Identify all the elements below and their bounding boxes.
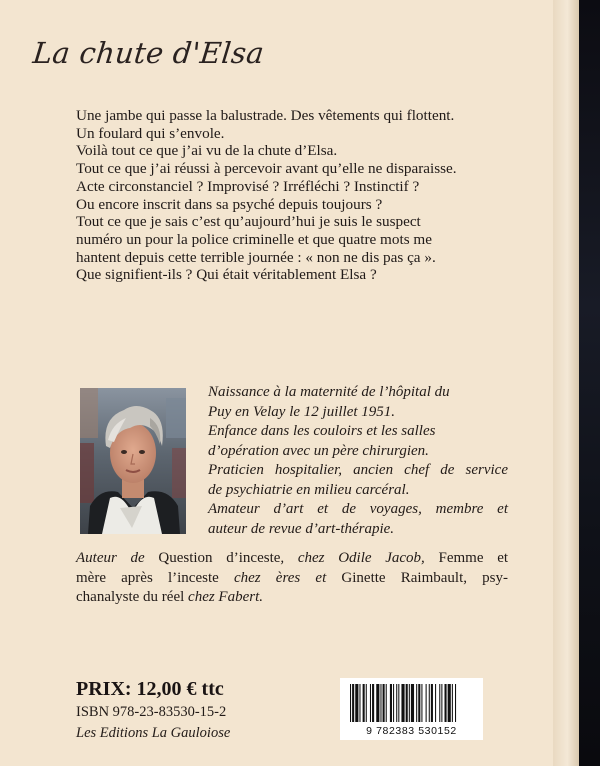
works-book-title: chanalyste du réel [76,589,189,605]
blurb-line: hantent depuis cette terrible journée : « non ne dis pas ça ». [76,248,436,266]
barcode-bar [455,684,456,722]
blurb-line: Une jambe qui passe la balustrade. Des vêtements qui flottent. [76,107,455,124]
barcode-bar [352,684,354,722]
barcode-bar [401,684,404,722]
works-text: Auteur de [76,550,159,566]
book-spine-edge [553,0,579,766]
dark-background [579,0,600,766]
barcode-bar [409,684,410,722]
author-photo [80,388,186,534]
blurb-line: Ou encore inscrit dans sa psyché depuis toujours ? [76,195,383,213]
barcode-bar [390,684,392,722]
barcode-bar [363,684,365,722]
blurb-line: Acte circonstanciel ? Improvisé ? Irréfléchi ? Instinctif ? [76,177,420,195]
author-works [76,549,508,608]
isbn: ISBN 978-23-83530-15-2 [76,704,227,720]
bio-line: de psychiatrie en milieu carcéral. [208,481,410,498]
blurb-line: Tout ce que j’ai réussi à percevoir avant qu’elle ne disparaisse. [76,160,457,178]
works-book-title: mère après l’inceste [76,569,234,586]
barcode-bar [386,684,387,722]
price: PRIX: 12,00 € ttc [76,678,224,700]
barcode-bar [398,684,399,722]
barcode-bar [393,684,394,722]
barcode-bar [439,684,440,722]
barcode-bar [380,684,381,722]
barcode-bar [372,684,374,722]
barcode-bar [429,684,430,722]
works-line [76,569,508,589]
barcode-bar [431,684,433,722]
works-line [76,549,508,569]
bio-line: Amateur d’art et de voyages, membre et [208,501,508,517]
barcode-bar [445,684,447,722]
works-text: chez ères et [233,569,342,586]
blurb-line: Tout ce que je sais c’est qu’aujourd’hui je suis le suspect [76,213,421,231]
works-book-title: Femme et [438,550,509,566]
barcode-bar [416,684,417,722]
barcode-bar [426,684,427,722]
barcode-bar [366,684,367,722]
barcode-bar [350,684,351,722]
works-text: chez Fabert. [188,589,264,605]
barcode-bar [376,684,379,722]
works-text: , chez Odile Jacob, [280,550,439,566]
barcode-bar [418,684,420,722]
bio-line: Praticien hospitalier, ancien chef de service [208,462,508,478]
blurb-line: Voilà tout ce que j’ai vu de la chute d’Elsa. [76,142,338,160]
barcode-bar [435,684,436,722]
barcode-bar [406,684,408,722]
barcode-bars [340,678,483,726]
barcode-bar [441,684,442,722]
barcode-bar [370,684,371,722]
publisher: Les Editions La Gauloiose [76,725,231,741]
barcode-bar [359,684,360,722]
barcode-bar [448,684,451,722]
bio-line: Puy en Velay le 12 juillet 1951. [208,403,396,420]
blurb-line: Que signifient-ils ? Qui était véritablement Elsa ? [76,266,377,284]
barcode-digits: 9 782383 530152 [366,725,457,737]
bio-line: d’opération avec un père chirurgien. [208,442,429,459]
barcode-bar [411,684,414,722]
works-line [76,588,508,608]
barcode [340,678,483,740]
bio-line: auteur de revue d’art-thérapie. [208,520,395,537]
barcode-bar [396,684,397,722]
bio-line: Naissance à la maternité de l’hôpital du [208,384,450,400]
blurb-line: Un foulard qui s’envole. [76,124,225,142]
barcode-bar [355,684,358,722]
bio-line: Enfance dans les couloirs et les salles [208,423,436,439]
author-bio [208,383,508,539]
barcode-bar [383,684,385,722]
barcode-bar [421,684,422,722]
blurb-line: numéro un pour la police criminelle et que quatre mots me [76,230,432,248]
book-title: La chute d'Elsa [31,36,266,70]
works-book-title: Question d’inceste [158,550,281,566]
works-book-title: Ginette Raimbault, psy- [341,569,508,586]
blurb-text [76,107,546,284]
barcode-bar [452,684,453,722]
